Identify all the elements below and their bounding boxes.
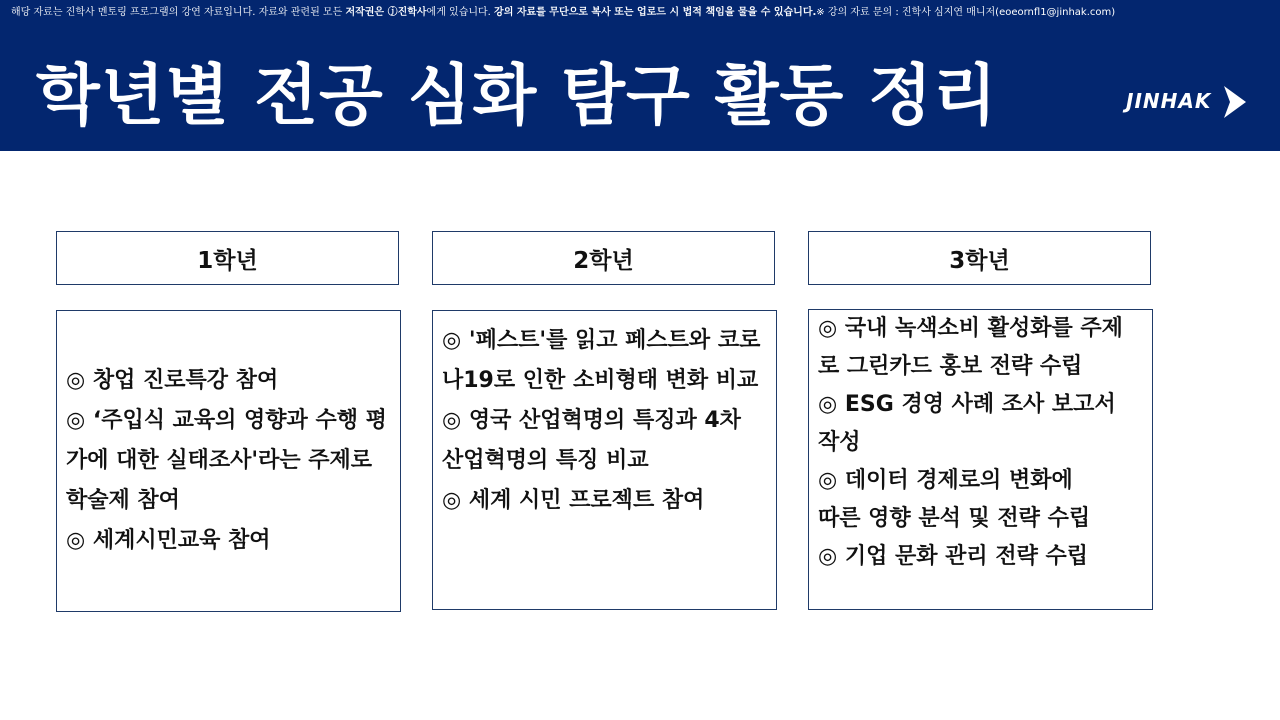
grade-2-box [432, 310, 777, 610]
copyright-notice [11, 6, 1271, 20]
list-item: ◎ 영국 산업혁명의 특징과 4차 산업혁명의 특징 비교 [442, 408, 741, 473]
notice-text-2: 에게 있습니다. [426, 7, 495, 18]
page-title: 학년별 전공 심화 탐구 활동 정리 [36, 57, 998, 134]
grade-3-heading: 3학년 [808, 231, 1151, 285]
logo-text: JINHAK [1126, 89, 1212, 113]
notice-text-1: 해당 자료는 진학사 멘토링 프로그램의 강연 자료입니다. 자료와 관련된 모든 [11, 7, 346, 18]
header-banner [0, 0, 1280, 151]
notice-bold-2: 강의 자료를 무단으로 복사 또는 업로드 시 법적 책임을 물을 수 있습니다. [494, 7, 817, 18]
list-item: ◎ 창업 진로특강 참여 [66, 368, 279, 393]
brand-mark-icon: ⓙ [387, 7, 398, 18]
list-item: ◎ 국내 녹색소비 활성화를 주제로 그린카드 홍보 전략 수립 [818, 316, 1123, 379]
list-item: ◎ 데이터 경제로의 변화에 [818, 468, 1073, 493]
list-item: ◎ 세계 시민 프로젝트 참여 [442, 488, 705, 513]
grade-2-heading: 2학년 [432, 231, 775, 285]
notice-text-3: ※ 강의 자료 문의 : 진학사 심지연 매니저(eoeornfl1@jinhak.com) [816, 7, 1116, 18]
list-item: ◎ '페스트'를 읽고 페스트와 코로나19로 인한 소비형태 변화 비교 [442, 328, 761, 393]
jinhak-logo [1126, 82, 1250, 122]
list-item: ◎ ESG 경영 사례 조사 보고서 작성 [818, 392, 1116, 455]
list-item: ◎ 세계시민교육 참여 [66, 528, 271, 553]
list-item: 따른 영향 분석 및 전략 수립 [818, 506, 1091, 531]
grade-1-box [56, 310, 401, 612]
notice-brand: 진학사 [397, 7, 427, 18]
chevron-right-icon [1220, 84, 1250, 120]
notice-bold-1: 저작권은 [345, 7, 388, 18]
list-item: ◎ ‘주입식 교육의 영향과 수행 평가에 대한 실태조사'라는 주제로 학술제 참여 [66, 408, 387, 513]
list-item: ◎ 기업 문화 관리 전략 수립 [818, 544, 1089, 569]
grade-3-box [808, 309, 1153, 610]
grade-1-heading: 1학년 [56, 231, 399, 285]
